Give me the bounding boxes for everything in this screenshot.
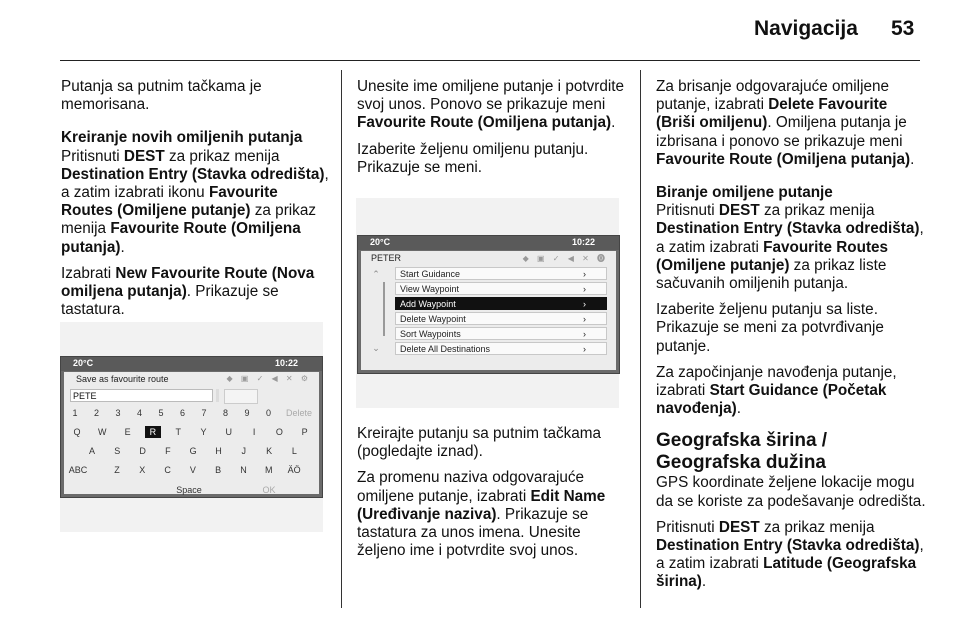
screen-panel — [361, 251, 616, 370]
key[interactable]: 5 — [158, 408, 164, 418]
key[interactable]: 4 — [136, 408, 142, 418]
key[interactable]: 6 — [179, 408, 185, 418]
key[interactable]: Space — [176, 485, 202, 495]
key[interactable]: Q — [73, 427, 81, 437]
key[interactable]: A — [88, 446, 95, 456]
paragraph: Za brisanje odgovarajuće omiljene putanje, izabrati Delete Favourite (Briši omiljenu). Omiljena putanja je izbrisana i ponovo se prikazuje meni Favourite Route (Omiljena putanja). — [656, 78, 915, 168]
status-bar — [358, 236, 619, 250]
paragraph: Izabrati New Favourite Route (Nova omiljena putanja). Prikazuje se tastatura. — [61, 264, 315, 319]
key[interactable]: 8 — [222, 408, 228, 418]
section-heading-large: Geografska širina / Geografska dužina — [656, 430, 828, 474]
key[interactable]: R — [145, 426, 161, 438]
column-1 — [61, 78, 333, 319]
key[interactable]: G — [189, 446, 197, 456]
column-divider-1 — [341, 70, 342, 608]
paragraph: Putanja sa putnim tačkama je memorisana. — [61, 78, 262, 114]
input-suggestion — [224, 389, 258, 404]
key[interactable]: 7 — [201, 408, 207, 418]
input-separator — [216, 389, 219, 402]
key[interactable]: O — [275, 427, 283, 437]
chevron-right-icon: › — [583, 344, 586, 354]
screen-waypoint-menu — [357, 235, 620, 374]
key[interactable]: 1 — [72, 408, 78, 418]
screen-title: PETER — [371, 253, 402, 263]
menu-item-label: Sort Waypoints — [400, 329, 461, 339]
key[interactable]: N — [240, 465, 247, 475]
key[interactable]: X — [139, 465, 146, 475]
status-icons: ◆ ▣ ✓ ◀ ✕ ⚙ — [226, 374, 311, 383]
chevron-right-icon: › — [583, 329, 586, 339]
key[interactable]: 2 — [93, 408, 99, 418]
scroll-track — [383, 282, 385, 336]
menu-item[interactable] — [395, 327, 607, 340]
screen-title: Save as favourite route — [76, 374, 169, 384]
key[interactable]: K — [266, 446, 273, 456]
key[interactable]: J — [241, 446, 247, 456]
key[interactable]: D — [139, 446, 146, 456]
page-header-title: Navigacija — [754, 17, 858, 40]
menu-item[interactable] — [395, 267, 607, 280]
menu-item-label: Delete All Destinations — [400, 344, 491, 354]
temperature: 20°C — [73, 358, 94, 368]
chevron-right-icon: › — [583, 314, 586, 324]
key[interactable]: ABC — [68, 465, 88, 475]
key[interactable]: 3 — [115, 408, 121, 418]
page-number: 53 — [891, 17, 915, 40]
key[interactable]: M — [265, 465, 273, 475]
key[interactable]: 9 — [244, 408, 250, 418]
temperature: 20°C — [370, 237, 391, 247]
column-divider-2 — [640, 70, 641, 608]
key[interactable]: U — [225, 427, 233, 437]
key[interactable]: B — [215, 465, 222, 475]
key[interactable]: OK — [262, 485, 276, 495]
key[interactable]: L — [291, 446, 297, 456]
header-rule — [60, 60, 920, 61]
section-heading: Kreiranje novih omiljenih putanja — [61, 129, 303, 147]
paragraph: GPS koordinate željene lokacije mogu da se koriste za podešavanje odredišta. — [656, 474, 926, 510]
key[interactable]: ÄÖ — [287, 465, 301, 475]
column-2-lower — [357, 425, 629, 560]
paragraph: Pritisnuti DEST za prikaz menija Destination Entry (Stavka odredišta), a zatim izabrati Favourite Routes (Omiljene putanje) za prikaz liste sačuvanih omiljenih putanja. — [656, 202, 924, 293]
paragraph: Kreirajte putanju sa putnim tačkama (pogledajte iznad). — [357, 425, 602, 461]
chevron-right-icon: › — [583, 269, 586, 279]
key[interactable]: W — [98, 427, 107, 437]
paragraph: Izaberite željenu omiljenu putanju. Prikazuje se meni. — [357, 140, 589, 176]
key[interactable]: P — [301, 427, 308, 437]
key[interactable]: Z — [114, 465, 120, 475]
status-bar — [61, 357, 322, 371]
chevron-right-icon: › — [583, 299, 586, 309]
status-icons: ◆ ▣ ✓ ◀ ✕ ⓿ — [522, 254, 608, 263]
paragraph: Unesite ime omiljene putanje i potvrdite svoj unos. Ponovo se prikazuje meni Favourite Route (Omiljena putanja). — [357, 78, 624, 132]
key[interactable]: H — [215, 446, 222, 456]
key[interactable]: 0 — [265, 408, 271, 418]
key[interactable]: T — [175, 427, 181, 437]
key[interactable]: I — [252, 427, 256, 437]
key[interactable]: C — [164, 465, 171, 475]
key[interactable]: V — [189, 465, 196, 475]
scroll-down-icon[interactable]: ⌄ — [372, 343, 380, 353]
key[interactable]: Y — [200, 427, 207, 437]
key[interactable]: S — [114, 446, 121, 456]
screen-panel — [64, 372, 319, 494]
key[interactable]: Delete — [286, 408, 313, 418]
menu-item-label: Add Waypoint — [400, 299, 456, 309]
clock: 10:22 — [571, 237, 595, 247]
name-input[interactable]: PETE — [70, 389, 213, 402]
menu-item[interactable] — [395, 297, 607, 310]
paragraph: Pritisnuti DEST za prikaz menija Destination Entry (Stavka odredišta), a zatim izabrati ikonu Favourite Routes (Omiljene putanje) za prikaz menija Favourite Route (Omiljena putanja). — [61, 147, 329, 256]
menu-item[interactable] — [395, 312, 607, 325]
menu-item-label: View Waypoint — [400, 284, 460, 294]
key[interactable]: F — [165, 446, 171, 456]
column-3 — [656, 78, 928, 592]
key[interactable]: E — [124, 427, 131, 437]
menu-item-label: Start Guidance — [400, 269, 461, 279]
column-2 — [357, 78, 629, 177]
paragraph: Za započinjanje navođenja putanje, izabrati Start Guidance (Početak navođenja). — [656, 363, 897, 418]
paragraph: Pritisnuti DEST za prikaz menija Destination Entry (Stavka odredišta), a zatim izabrati Latitude (Geografska širina). — [656, 518, 924, 591]
figure-waypoint-menu — [356, 198, 619, 408]
screen-keyboard — [60, 356, 323, 498]
scroll-up-icon[interactable]: ⌃ — [372, 269, 380, 279]
figure-keyboard — [60, 322, 323, 532]
menu-item[interactable] — [395, 282, 607, 295]
chevron-right-icon: › — [583, 284, 586, 294]
paragraph: Za promenu naziva odgovarajuće omiljene putanje, izabrati Edit Name (Uređivanje naziva). Prikazuje se tastatura za unos imena. Unesite željeno ime i potvrdite svoj unos. — [357, 469, 606, 560]
menu-item-label: Delete Waypoint — [400, 314, 466, 324]
section-heading: Biranje omiljene putanje — [656, 184, 833, 202]
menu-item[interactable] — [395, 342, 607, 355]
clock: 10:22 — [274, 358, 298, 368]
paragraph: Izaberite željenu putanju sa liste. Prikazuje se meni za potvrđivanje putanje. — [656, 301, 884, 355]
